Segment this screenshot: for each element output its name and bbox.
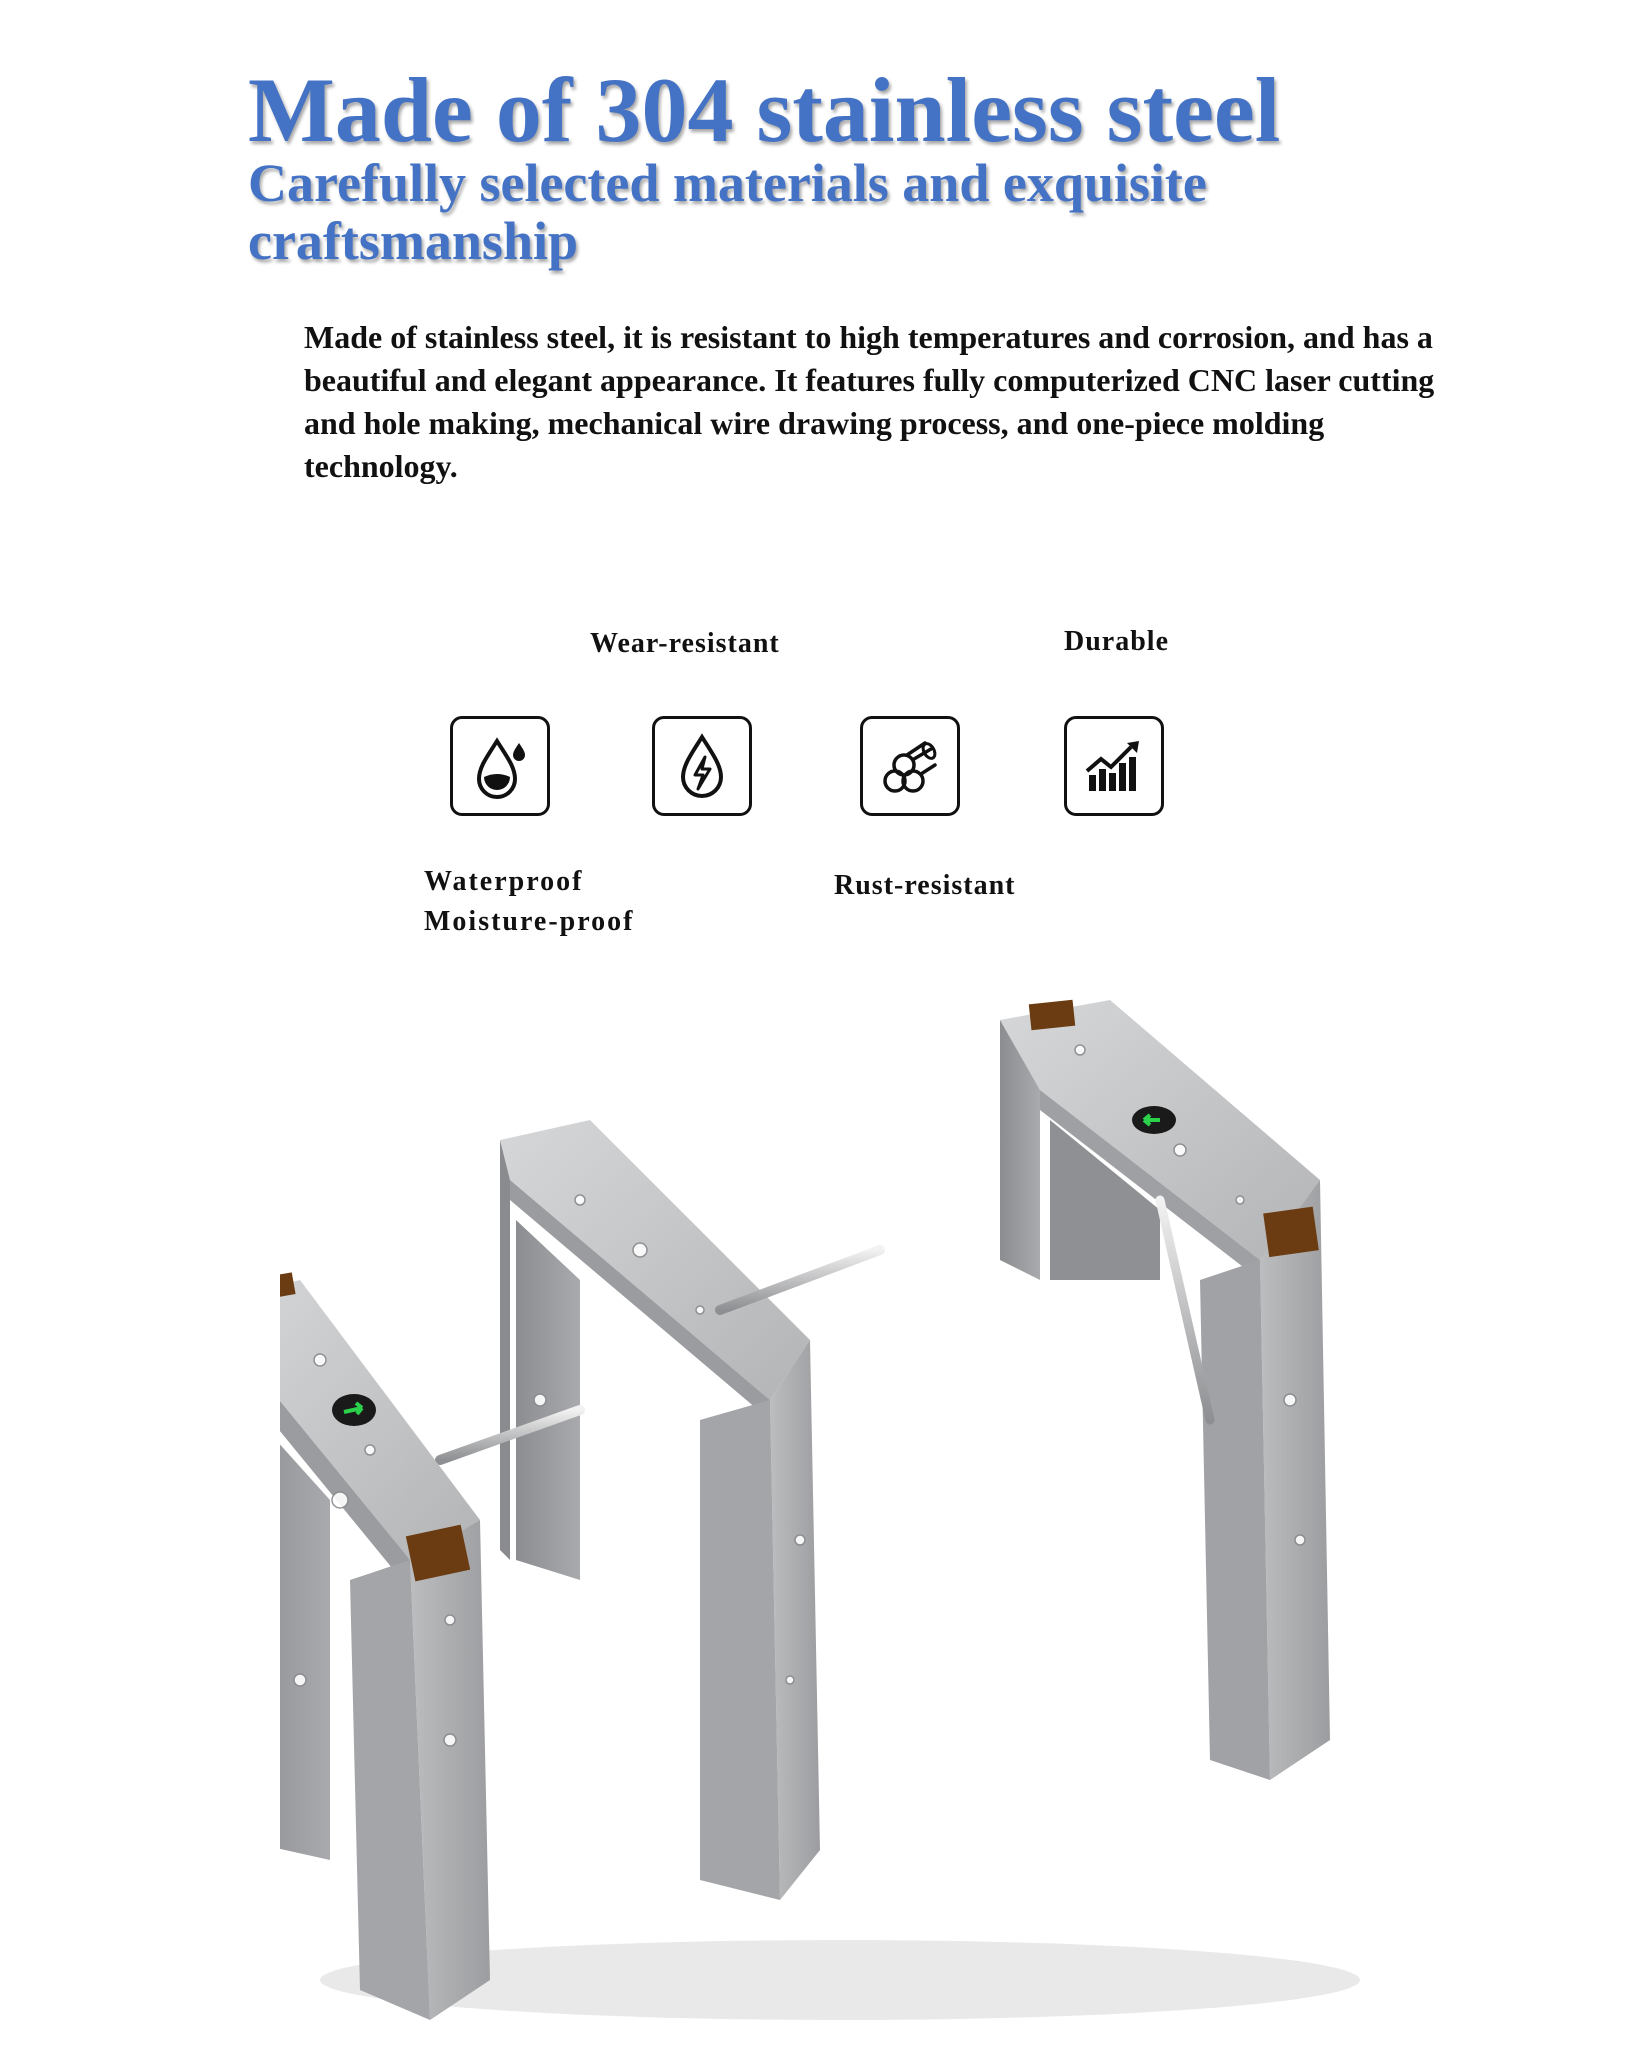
feature-label-durable: Durable (1064, 626, 1169, 657)
card-reader-icon (1029, 1000, 1075, 1030)
feature-label-waterproof-line1: Waterproof (424, 866, 584, 897)
description-paragraph: Made of stainless steel, it is resistant to high temperatures and corrosion, and has a beautiful and elegant appearance. It features fully computerized CNC laser cutting and hole making, mechanical wire drawing process, and one-piece molding technology. (304, 319, 1435, 484)
turnstile-unit-right (1000, 1000, 1330, 1780)
feature-label-rust-resistant: Rust-resistant (834, 870, 1016, 901)
feature-label-waterproof (424, 862, 635, 942)
turnstile-illustration (280, 980, 1420, 2040)
card-reader-icon (1263, 1207, 1319, 1258)
page-subtitle: Carefully selected materials and exquisite craftsmanship (248, 153, 1207, 271)
feature-label-waterproof-line2: Moisture-proof (424, 906, 635, 937)
growth-chart-icon (1077, 729, 1151, 803)
wear-resistant-icon-box (652, 716, 752, 816)
turnstile-unit-middle (500, 1120, 820, 1900)
rust-resistant-icon-box (860, 716, 960, 816)
steel-pipes-icon (873, 729, 947, 803)
waterproof-icon-box (450, 716, 550, 816)
durable-icon-box (1064, 716, 1164, 816)
page-title: Made of 304 stainless steel (248, 59, 1281, 161)
turnstile-unit-left (280, 1272, 490, 2020)
lightning-drop-icon (665, 729, 739, 803)
feature-label-wear-resistant: Wear-resistant (590, 628, 780, 659)
water-drop-icon (463, 729, 537, 803)
